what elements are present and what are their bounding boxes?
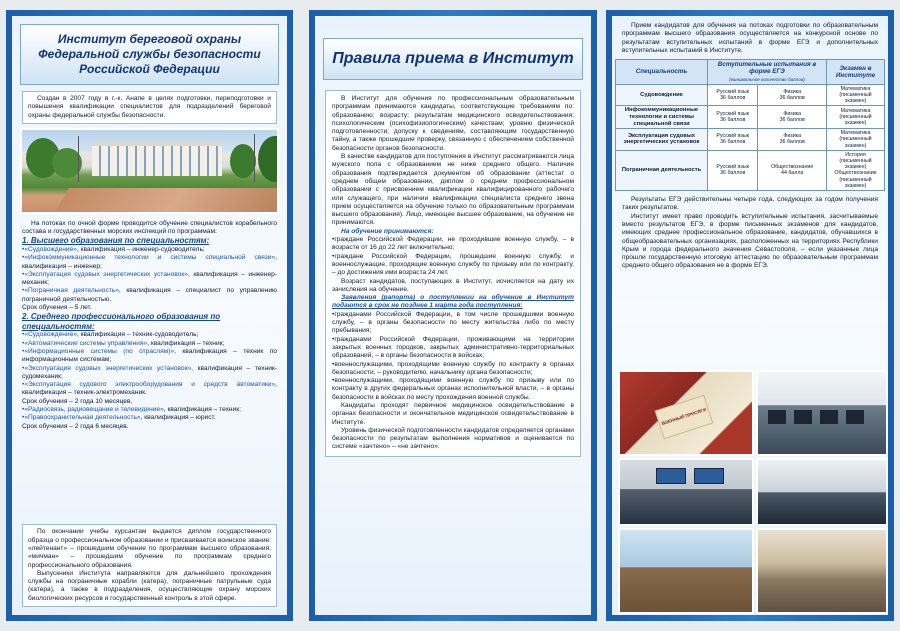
oath-book-title: ВОЕННЫЙ ПРИСЯГИ [655,395,714,440]
secondary-specialty-qualification: , квалификация – техник-электромеханик. [22,381,277,397]
secondary-education-heading: 2. Среднего профессионального образования по специальностям: [22,312,221,331]
higher-specialty-qualification: , квалификация – специалист по управлению пограничной деятельностью. [22,287,277,303]
short-specialty-title: «Радиосвязь, радиовещание и телевидение» [24,406,164,414]
application-item-text: гражданами Российской Федерации, в том числе прошедшими военную службу, – в органы безопасности по месту жительства либо по месту пребывания; [332,310,574,335]
specialty-cell: Инфокоммуникационные технологии и системы специальной связи [616,106,708,129]
ege-subject-cell: Физика 36 баллов [758,106,827,129]
higher-term: Срок обучения – 5 лет. [22,304,92,312]
application-item: •военнослужащими, проходящими военную службу по контракту в органах безопасности, – руководителю, начальнику органа безопасности; [332,360,574,376]
table-header-ege: Вступительные испытания в форме ЕГЭ (минимальное количество баллов) [708,60,827,85]
radio-term: Срок обучения – 2 года 6 месяцев. [22,422,129,430]
gym-photo [618,528,754,614]
accepted-item-text: граждане Российской Федерации, не проходившие военную службу, – в возрасте от 16 до 22 лет включительно; [332,236,574,252]
ege-subject-cell: Физика 36 баллов [758,84,827,106]
higher-specialty-title: «Судовождение» [24,245,77,253]
application-item: •гражданами Российской Федерации, в том числе прошедшими военную службу, – в органы безопасности по месту жительства либо по месту пребывания; [332,310,574,335]
requirements-text: В Институт для обучения по профессиональным образовательным программам принимаются кандидаты, соответствующие требованиям по: образованию; возрасту; результатам медицинского освидетельствования; психологическим (психофизиологическим) качествам; уровню физической подготовленности; допуску к сведениям, составляющим государственную тайну, а также прошедшие проверку, связанную с обеспечением собственной безопасности органов безопасности. [332,95,574,152]
accepted-item: •граждане Российской Федерации, не проходившие военную службу, – в возрасте от 16 до 22 лет включительно; [332,236,574,252]
oath-book-photo [618,370,754,456]
institute-title-line: Институт береговой охраны [57,32,242,46]
application-item-text: гражданами Российской Федерации, проживающими на территории закрытых военных городков, закрытых административно-территориальных образований, – в органы безопасности в войсках; [332,335,574,360]
medical-text: Кандидаты проходят первичное медицинское освидетельствование в органах безопасности и окончательное медицинское освидетельствование в Институте. [332,401,574,426]
secondary-specialty-title: «Эксплуатация судовых энергетических установок» [24,364,192,372]
institute-exam-cell: Математика (письменный экзамен) [827,84,885,106]
ege-russian-cell: Русский язык 36 баллов [708,129,758,151]
secondary-specialty-title: «Судовождение» [24,331,77,339]
accepted-heading: На обучение принимаются: [341,227,434,235]
ege-validity-text: Результаты ЕГЭ действительны четыре года, следующих за годом получения таких результатов. [622,196,878,212]
admission-title-box [323,38,583,80]
ege-russian-cell: Русский язык 36 баллов [708,106,758,129]
physical-text: Уровень физической подготовленности кандидатов определяется органами безопасности по результатам выполнения нормативов и оценивается по системе «зачтено» – «не зачтено». [332,426,574,451]
table-header-specialty: Специальность [616,60,708,85]
secondary-specialty: •«Эксплуатация судовых энергетических установок», квалификация – техник-судомеханик; [22,364,278,380]
secondary-specialty-title: «Автоматические системы управления» [24,339,148,347]
short-specialty: •«Радиосвязь, радиовещание и телевидение», квалификация – техник; [22,406,241,414]
secondary-term: Срок обучения – 2 года 10 месяцев. [22,397,133,405]
short-specialty-qualification: , квалификация – юрист. [140,414,216,422]
table-row [616,150,885,190]
cadets-photo [756,458,888,526]
secondary-specialty-title: «Эксплуатация судового электрооборудования и средств автоматики» [24,381,276,389]
graduation-box [22,524,277,607]
competition-intro: Прием кандидатов для обучения на потоках подготовки по образовательным программам высшего образования осуществляется на конкурсной основе по результатам вступительных испытаний в форме ЕГЭ и дополнительных вступительных испытаний в Институте. [622,22,878,54]
secondary-specialty: •«Информационные системы (по отраслям)», квалификация – техник по информационным системам; [22,347,278,364]
higher-specialty-title: «Эксплуатация судовых энергетических установок» [24,270,188,278]
left-panel [6,10,293,621]
graduates-text: Выпускники Института направляются для дальнейшего прохождения службы на пограничные корабли (катера), пограничные патрульные суда (катера), а также в подразделения, осуществляющие охрану морских биологических ресурсов и государственный контроль в этой сфере. [28,569,271,602]
accepted-item-text: граждане Российской Федерации, прошедшие военную службу, и военнослужащие, проходящие военную службу по призыву или по контракту, – до достижения ими возраста 24 лет. [332,252,574,277]
right-panel [606,10,894,621]
secondary-specialty-qualification: , квалификация – техник; [147,339,225,347]
campus-photo [20,128,279,214]
programs-section [22,220,277,431]
institute-exam-cell: Математика (письменный экзамен) [827,106,885,129]
secondary-specialty: •«Судовождение», квалификация – техник-судоводитель; [22,331,199,339]
secondary-specialty-qualification: , квалификация – техник-судомеханик; [22,364,278,380]
ege-subject-cell: Физика 36 баллов [758,129,827,151]
lecture-hall-photo [756,528,888,614]
higher-specialty-qualification: , квалификация – инженер; [22,254,277,270]
short-specialty-title: «Правоохранительная деятельность» [24,414,141,422]
table-row [616,129,885,151]
accepted-item: •граждане Российской Федерации, прошедшие военную службу, и военнослужащие, проходящие военную службу по призыву или по контракту, – до достижения ими возраста 24 лет. [332,252,574,277]
simulator-room-photo [618,458,754,526]
specialty-cell: Пограничная деятельность [616,150,708,190]
application-item: •военнослужащими, проходящими военную службу по призыву или по контракту в других федеральных органах исполнительной власти, – в органы безопасности в войсках по месту прохождения военной службы. [332,377,574,401]
table-row [616,84,885,106]
secondary-specialty-qualification: , квалификация – техник по информационным системам; [22,347,278,364]
higher-specialty: •«Инфокоммуникационные технологии и системы специальной связи», квалификация – инженер; [22,254,277,270]
higher-specialty: •«Эксплуатация судовых энергетических установок», квалификация – инженер-механик; [22,270,278,287]
institute-title-box [20,24,279,85]
application-item-text: военнослужащими, проходящими военную службу по призыву или по контракту в других федеральных органах исполнительной власти, – в органы безопасности в войсках по месту прохождения военной службы. [332,377,574,401]
ege-russian-cell: Русский язык 36 баллов [708,150,758,190]
application-item-text: военнослужащими, проходящими военную службу по контракту в органах безопасности, – руководителю, начальнику органа безопасности; [332,360,574,376]
short-specialty: •«Правоохранительная деятельность», квалификация – юрист. [22,414,216,422]
higher-specialty-title: «Пограничная деятельность» [24,287,119,295]
application-item: •гражданами Российской Федерации, проживающими на территории закрытых военных городков, закрытых административно-территориальных образований, – в органы безопасности в войсках; [332,335,574,360]
graduation-text: По окончании учебы курсантам выдается диплом государственного образца о профессиональном образовании и присваивается воинское звание: «лейтенант» – прошедшим обучение по программам высшего образования; «мичман» – прошедшим обучение по программам среднего профессионального образования. [28,528,271,569]
short-specialty-qualification: , квалификация – техник; [163,406,241,414]
results-section [622,196,878,271]
higher-specialty: •«Пограничная деятельность», квалификация – специалист по управлению пограничной деятельностью. [22,287,277,303]
admission-title: Правила приема в Институт [332,50,574,67]
secondary-specialty-qualification: , квалификация – техник-судоводитель; [76,331,199,339]
ege-russian-cell: Русский язык 36 баллов [708,84,758,106]
entrance-exams-table [615,59,885,191]
higher-specialty-qualification: , квалификация – инженер-механик; [22,270,278,287]
secondary-specialty-title: «Информационные системы (по отраслям)» [24,347,175,355]
age-note: Возраст кандидатов, поступающих в Институт, исчисляется на дату их зачисления на обучение. [332,277,574,293]
specialty-cell: Судовождение [616,84,708,106]
institute-exam-cell: Математика (письменный экзамен) [827,129,885,151]
higher-specialty: •«Судовождение», квалификация – инженер-судоводитель; [22,245,205,253]
computer-class-photo [756,370,888,456]
institute-exam-cell: История (письменный экзамен) Обществознание (письменный экзамен) [827,150,885,190]
institute-right-text: Институт имеет право проводить вступительные испытания, засчитываемые вместо результатов ЕГЭ, в форме письменных экзаменов для кандидатов, имеющих среднее профессиональное образование, кандидатов, обучавшихся в общеобразовательных организациях, расположенных на территориях Республики Крым и города федерального значения Севастополя, – если указанные лица прошли государственную итоговую аттестацию по образовательным программам среднего общего образования не в форме ЕГЭ. [622,212,878,270]
higher-specialty-title: «Инфокоммуникационные технологии и системы специальной связи» [24,254,276,262]
higher-specialty-qualification: , квалификация – инженер-судоводитель; [76,245,205,253]
table-header-ege-note: (минимальное количество баллов) [729,76,805,82]
institute-title-line: Российской Федерации [79,62,220,76]
institute-title-line: Федеральной службы безопасности [38,47,261,61]
admission-rules-box [325,90,581,457]
application-heading: Заявления (рапорта) о поступлении на обучение в Институт подаются в срок не позднее 1 марта года поступления: [332,294,574,310]
ege-subject-cell: Обществознание 44 балла [758,150,827,190]
middle-panel [309,10,597,621]
secondary-specialty: •«Эксплуатация судового электрооборудования и средств автоматики», квалификация – техник-электромеханик. [22,381,277,397]
table-header-institute-exam: Экзамен в Институте [827,60,885,85]
specialty-cell: Эксплуатация судовых энергетических установок [616,129,708,151]
full-time-intro: На потоках по очной форме проводится обучение специалистов корабельного состава и государственных морских инспекций по программам: [22,219,277,236]
intro-text: Создан в 2007 году в г.-к. Анапе в целях подготовки, переподготовки и повышения квалификации специалистов для подразделений береговой охраны федеральной службы безопасности. [22,91,277,124]
table-row [616,106,885,129]
secondary-specialty: •«Автоматические системы управления», квалификация – техник; [22,339,225,347]
higher-education-heading: 1. Высшего образования по специальностям: [22,236,210,246]
education-text: В качестве кандидатов для поступления в Институт рассматриваются лица мужского пола с образованием не ниже среднего общего. Наличие образования подтверждается документом об образовании (аттестат о среднем общем образовании, диплом о среднем профессиональном образовании с присвоением квалификации квалифицированного рабочего или служащего, при наличии квалификации специалиста среднего звена прием осуществляется на обучение только по образовательным программам высшего образования). Лицо, имеющее высшее образование, на обучение не принимаются. [332,153,574,227]
